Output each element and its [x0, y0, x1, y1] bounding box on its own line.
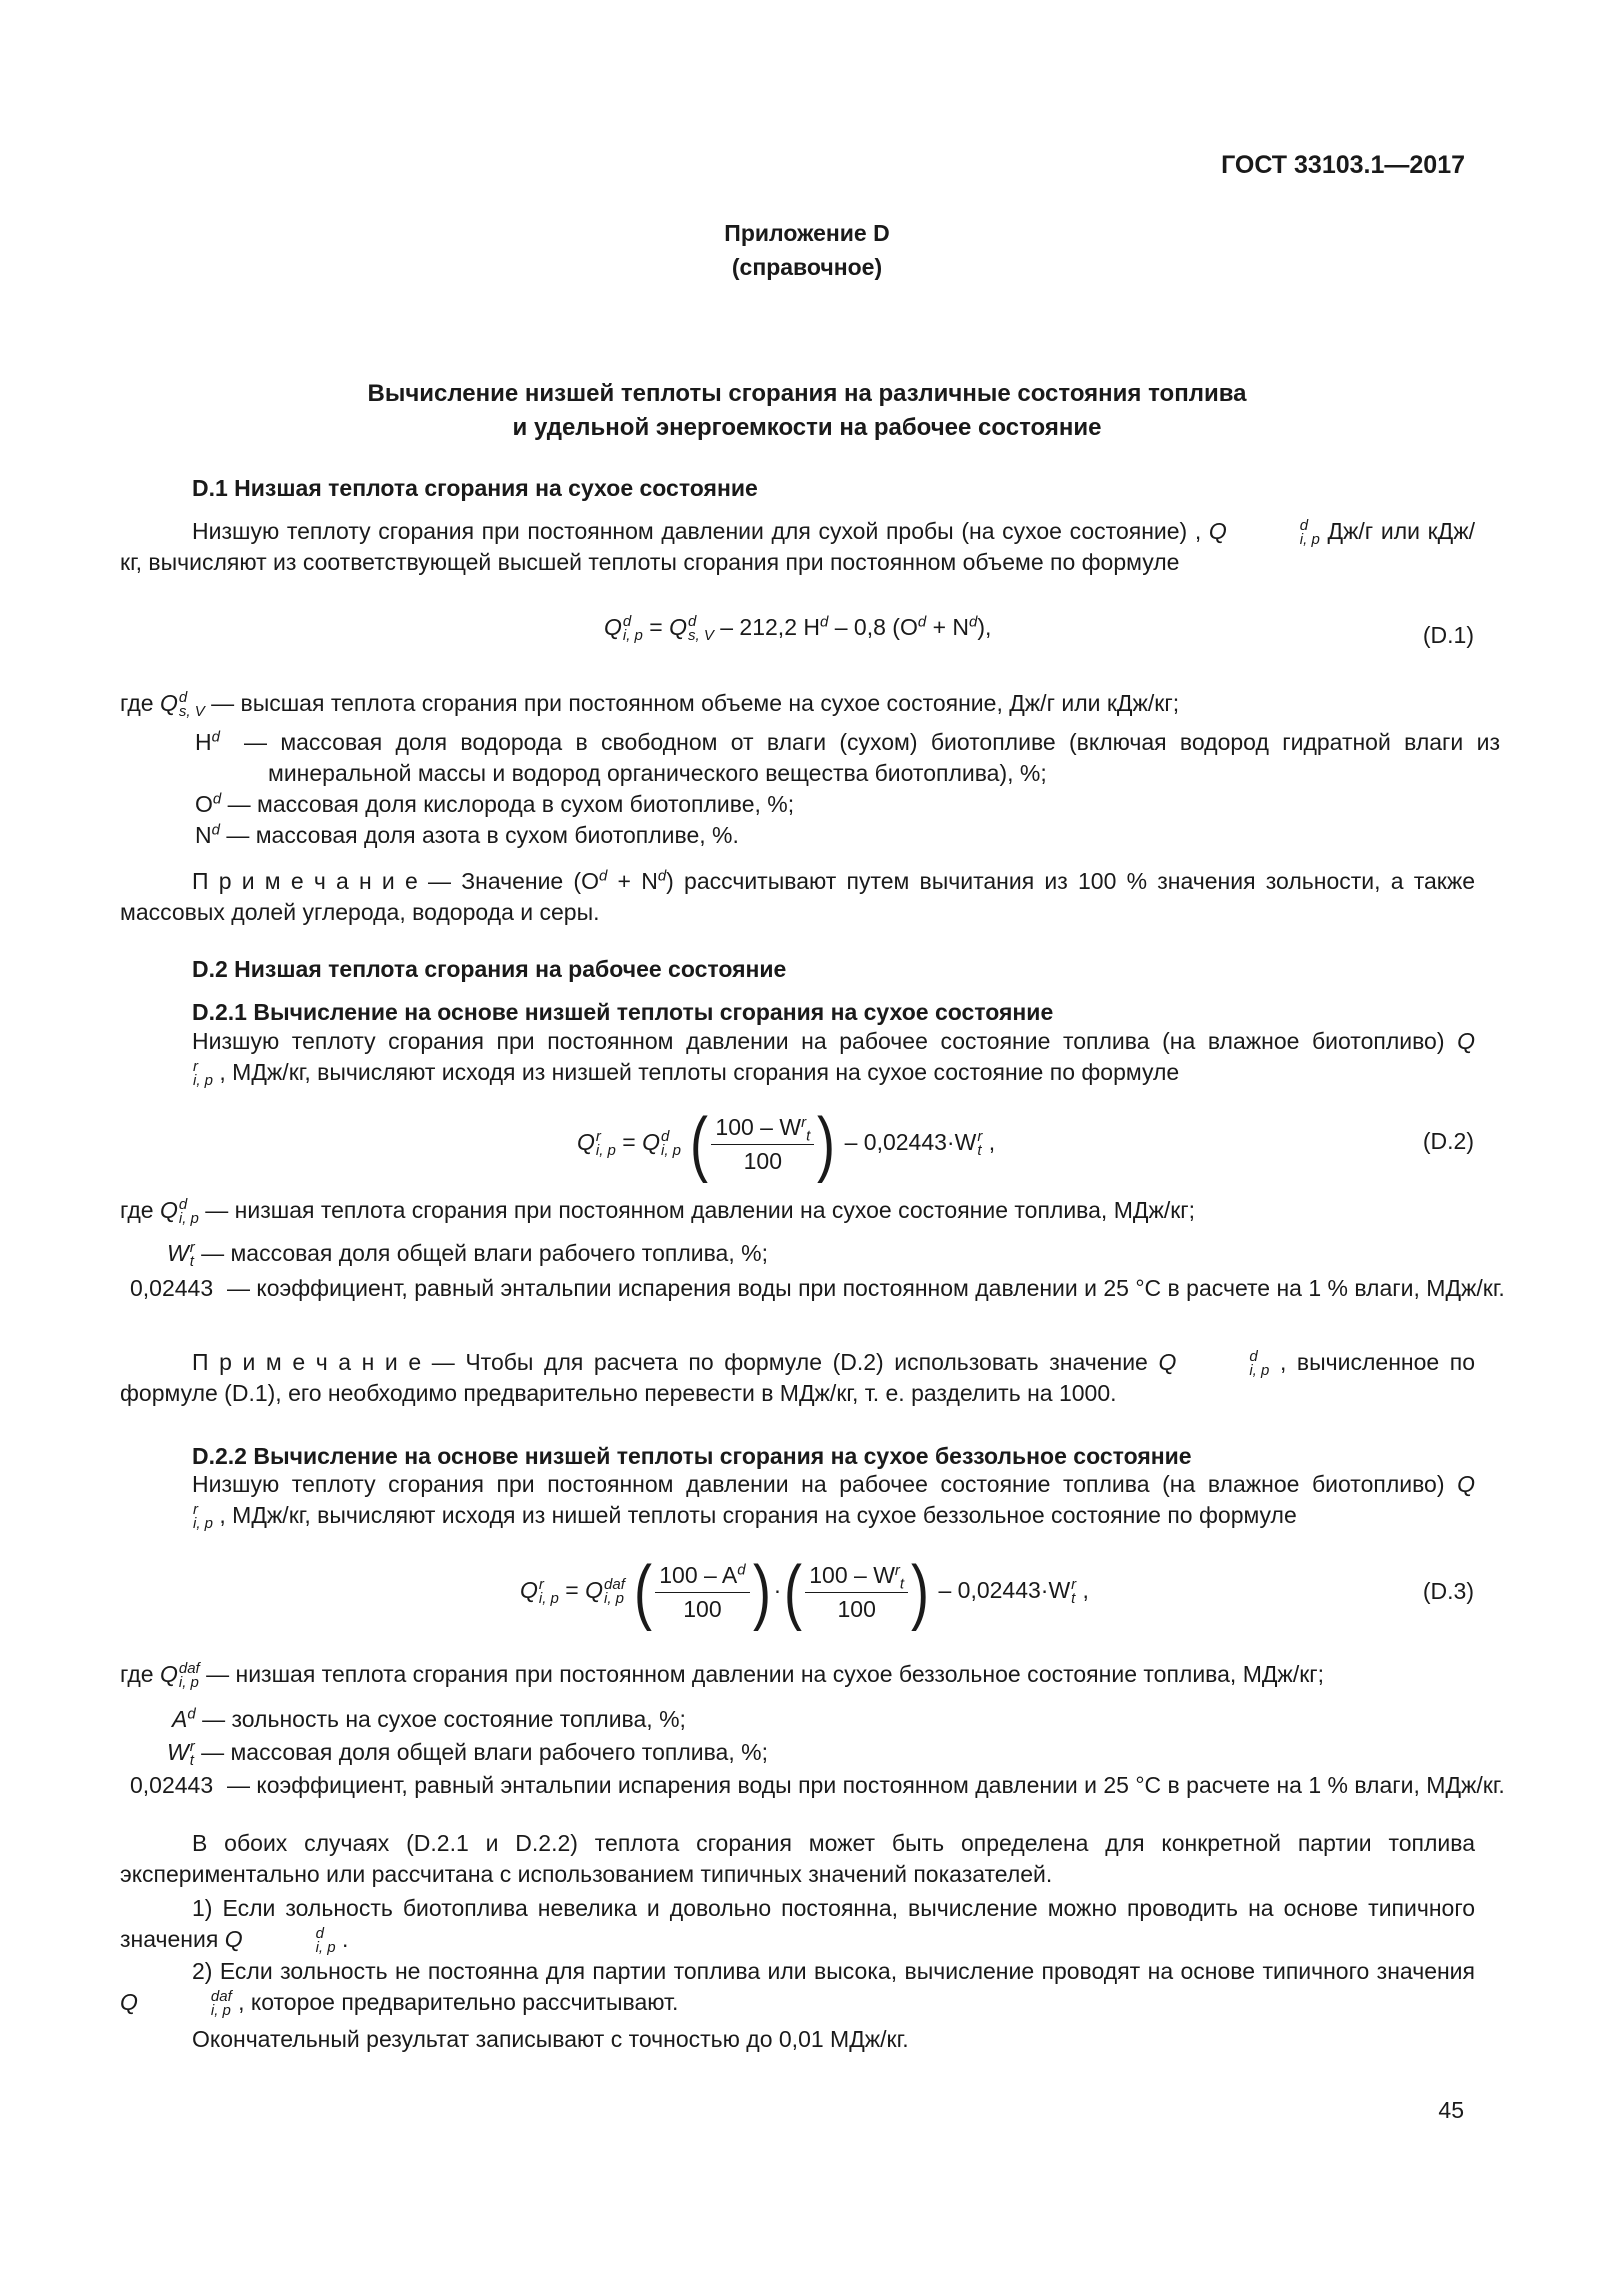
- appendix-subtitle: (справочное): [731, 254, 883, 280]
- d21-where-3: — коэффициент, равный энтальпии испарения воды при постоянном давлении и 25 °С в расчете на 1 % влаги, МДж/кг.: [227, 1275, 1505, 1301]
- d21-note: П р и м е ч а н и е — Чтобы для расчета по формуле (D.2) использовать значение Q d i, p , вычисленное по формуле (D.1), его необходимо предварительно перевести в МДж/кг, т. е. разделить на 1000.: [120, 1347, 1476, 1406]
- section-d2-heading: D.2 Низшая теплота сгорания на рабочее состояние: [192, 956, 787, 982]
- d21-where-2: W r t — массовая доля общей влаги рабочего топлива, %;: [167, 1238, 768, 1270]
- section-d21-intro: Низшую теплоту сгорания при постоянном давлении на рабочее состояние топлива (на влажное биотопливо) Q r i, p , МДж/кг, вычисляют исходя из низшей теплоты сгорания на сухое состояние по формуле: [192, 1028, 1475, 1089]
- d1-where-2-symbol: $H^d$: [195, 728, 220, 755]
- standard-number: ГОСТ 33103.1—2017: [1221, 151, 1465, 179]
- appendix-title: Приложение D: [724, 220, 890, 246]
- item-1: 1) Если зольность биотоплива невелика и довольно постоянна, вычисление можно проводить на основе типичного значения Q d i, p .: [120, 1895, 1475, 1956]
- section-d1-intro: Низшую теплоту сгорания при постоянном давлении для сухой пробы (на сухое состояние) , Q d i, p Дж/г или кДж/кг, вычисляют из соответствующей высшей теплоты сгорания при постоянном объеме по формуле: [120, 516, 1476, 575]
- d22-where-3: W r t — массовая доля общей влаги рабочего топлива, %;: [167, 1737, 768, 1769]
- formula-d3-number: (D.3): [1422, 1578, 1474, 1604]
- d22-where-4: — коэффициент, равный энтальпии испарения воды при постоянном давлении и 25 °С в расчете на 1 % влаги, МДж/кг.: [227, 1772, 1505, 1798]
- formula-d3: Q r i, p = Q daf i, p ( $\frac{100 - A^d}{100}$ ) ·( $\frac{100 - W^r_t}{100}$ ) – 0,02443·W r t ,: [520, 1552, 1089, 1632]
- item-2: 2) Если зольность не постоянна для партии топлива или высока, вычисление проводят на основе типичного значения Q daf i, p , которое предварительно рассчитывают.: [120, 1958, 1475, 2019]
- d1-where-2: — массовая доля водорода в свободном от влаги (сухом) биотопливе (включая водород гидратной влаги из минеральной массы и водород органического вещества биотоплива), %;: [244, 729, 1500, 786]
- main-title-line2: и удельной энергоемкости на рабочее состояние: [512, 414, 1102, 441]
- section-d22-heading: D.2.2 Вычисление на основе низшей теплоты сгорания на сухое беззольное состояние: [192, 1443, 1192, 1469]
- d1-note: П р и м е ч а н и е — Значение $(O^d + N^d)$ рассчитывают путем вычитания из 100 % значения зольности, а также массовых долей углерода, водорода и серы.: [120, 867, 1476, 925]
- d22-where-1: где Q daf i, p — низшая теплота сгорания при постоянном давлении на сухое беззольное состояние топлива, МДж/кг;: [120, 1659, 1325, 1691]
- section-d21-heading: D.2.1 Вычисление на основе низшей теплоты сгорания на сухое состояние: [192, 999, 1054, 1025]
- d1-where-1: где Q d s, V — высшая теплота сгорания при постоянном объеме на сухое состояние, Дж/г или кДж/кг;: [120, 688, 1180, 720]
- d1-where-3: $O^d$ — массовая доля кислорода в сухом биотопливе, %;: [195, 790, 795, 817]
- formula-d1: Q d i, p = Q d s, V – 212,2 $H^d - 0,8$ $(O^d + N^d)$,: [604, 612, 992, 644]
- formula-d1-number: (D.1): [1422, 622, 1474, 648]
- d21-where-1: где Q d i, p — низшая теплота сгорания при постоянном давлении на сухое состояние топлива, МДж/кг;: [120, 1195, 1196, 1227]
- d22-where-4-coef: 0,02443: [130, 1772, 214, 1798]
- d1-where-4: $N^d$ — массовая доля азота в сухом биотопливе, %.: [195, 821, 739, 848]
- section-d1-heading: D.1 Низшая теплота сгорания на сухое состояние: [192, 475, 758, 501]
- para-both-cases: В обоих случаях (D.2.1 и D.2.2) теплота сгорания может быть определена для конкретной партии топлива экспериментально или рассчитана с использованием типичных значений показателей.: [120, 1830, 1475, 1887]
- d22-where-2: $A^d$ — зольность на сухое состояние топлива, %;: [172, 1705, 686, 1732]
- final-result: Окончательный результат записывают с точностью до 0,01 МДж/кг.: [192, 2026, 909, 2052]
- formula-d2: Q r i, p = Q d i, p ( $\frac{100 - W^r_t}{100}$ ) – 0,02443·W r t ,: [577, 1104, 996, 1184]
- page-number: 45: [1438, 2097, 1464, 2123]
- d21-where-3-coef: 0,02443: [130, 1275, 214, 1301]
- section-d22-intro: Низшую теплоту сгорания при постоянном давлении на рабочее состояние топлива (на влажное биотопливо) Q r i, p , МДж/кг, вычисляют исходя из нишей теплоты сгорания на сухое беззольное состояние по формуле: [192, 1471, 1475, 1532]
- formula-d2-number: (D.2): [1422, 1128, 1474, 1154]
- main-title-line1: Вычисление низшей теплоты сгорания на различные состояния топлива: [367, 380, 1247, 407]
